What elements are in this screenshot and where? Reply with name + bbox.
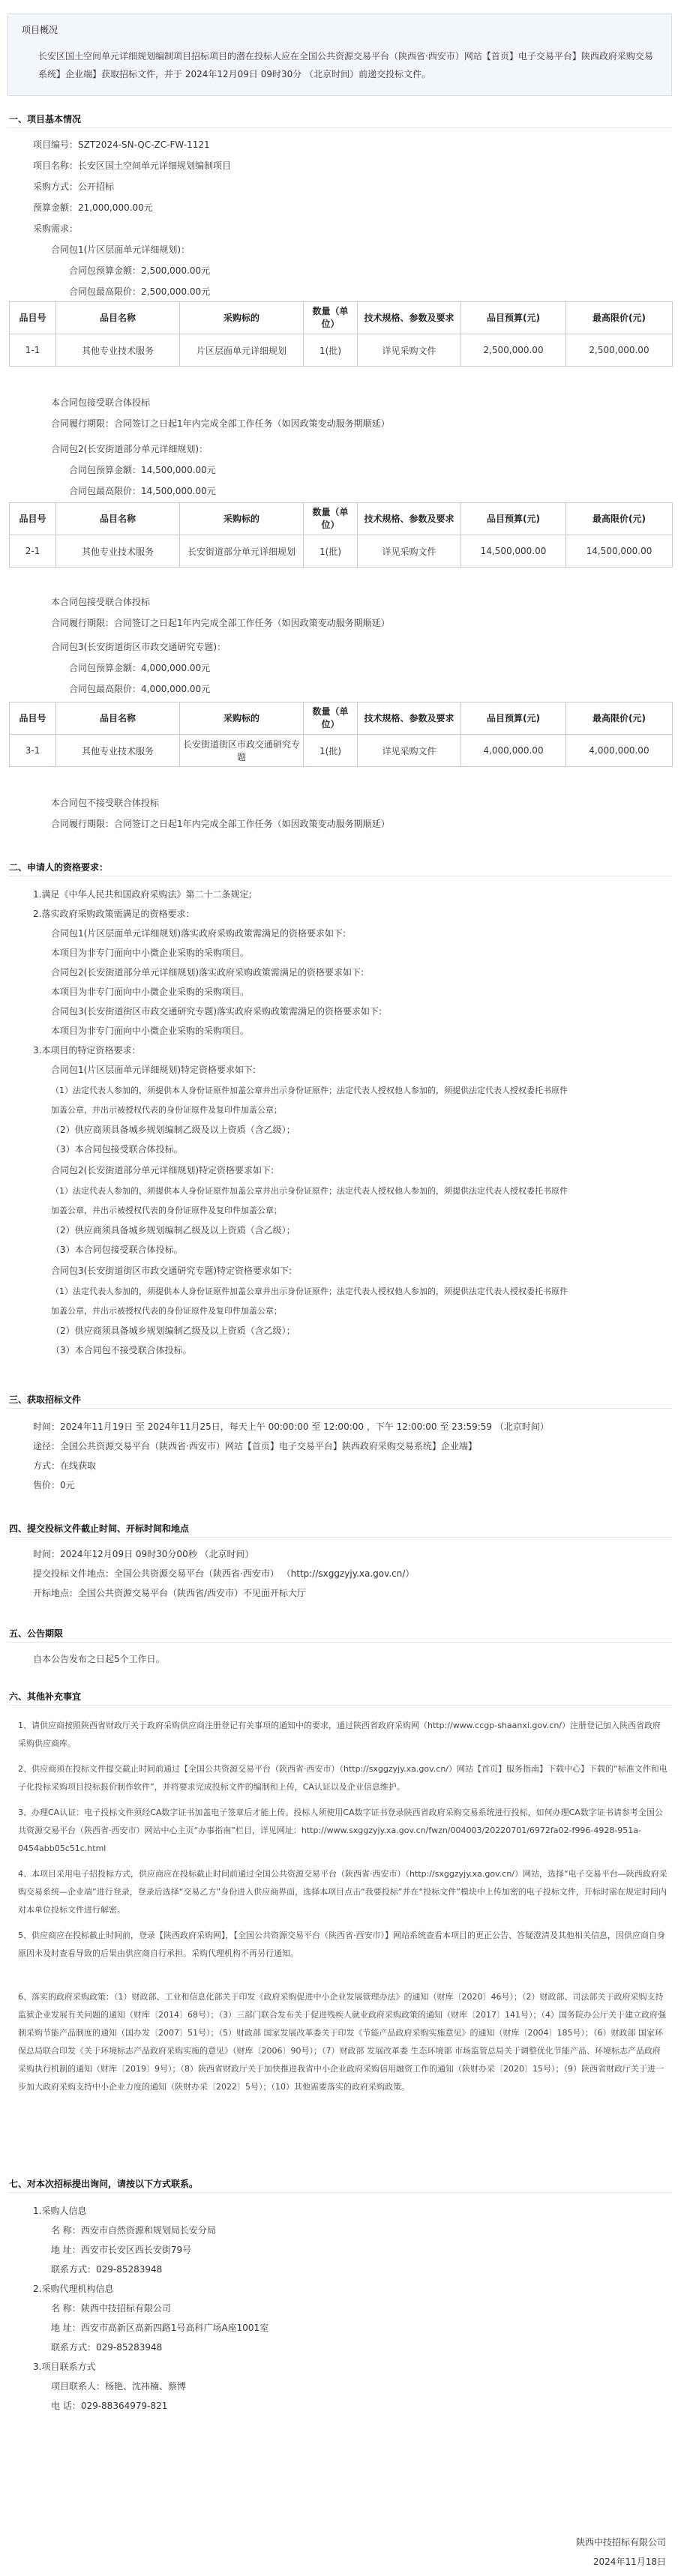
qual-line: （1）法定代表人参加的，须提供本人身份证原件加盖公章并出示身份证原件；法定代表人授权他人参加的，须提供法定代表人授权委托书原件 xyxy=(51,1086,568,1095)
qual-line: （2）供应商须具备城乡规划编制乙级及以上资质（含乙级）； xyxy=(51,1125,296,1135)
supplementary-paragraph: 1、请供应商按照陕西省财政厅关于政府采购供应商注册登记有关事项的通知中的要求，通过陕西省政府采购网（http://www.ccgp-shaanxi.gov.cn/）注册登记加入陕西省政府采购供应商库。 xyxy=(18,1721,662,1748)
project-number: 项目编号：SZT2024-SN-QC-ZC-FW-1121 xyxy=(33,139,210,150)
qual-line: 加盖公章，并出示被授权代表的身份证原件及复印件加盖公章； xyxy=(51,1105,282,1115)
table-header-row xyxy=(10,503,673,535)
procurement-requirements-label: 采购需求： xyxy=(33,223,79,234)
header-max-price: 最高限价(元) xyxy=(566,702,673,735)
package-1-period: 合同履行期限：合同签订之日起1年内完成全部工作任务（如因政策变动服务期顺延） xyxy=(51,418,390,429)
cell-subject: 长安街道部分单元详细规划 xyxy=(180,535,304,568)
package-2-limit: 合同包最高限价：14,500,000.00元 xyxy=(69,486,216,496)
cell-item-no: 2-1 xyxy=(10,535,56,568)
project-contact-phone: 电 话：029-88364979-821 xyxy=(51,2401,168,2411)
obtain-method: 方式：在线获取 xyxy=(33,1460,97,1471)
divider xyxy=(8,1705,672,1706)
package-1-limit: 合同包最高限价：2,500,000.00元 xyxy=(69,286,211,297)
package-1-consortium: 本合同包接受联合体投标 xyxy=(51,397,151,408)
supplementary-paragraph: 5、供应商应在投标截止时间前，登录【陕西政府采购网】，【全国公共资源交易平台（陕西省·西安市）】网站系统查看本项目的更正公告、答疑澄清及其他相关信息，因供应商自身原因未及时查看导致的后果由供应商自行承担。采购代理机构不再另行通知。 xyxy=(18,1931,665,1958)
qual-line: 合同包3(长安街道街区市政交通研究专题)落实政府采购政策需满足的资格要求如下: xyxy=(51,1006,382,1017)
cell-subject: 长安街道街区市政交通研究专题 xyxy=(180,735,304,767)
divider xyxy=(8,1408,672,1409)
qual-line: 2.落实政府采购政策需满足的资格要求： xyxy=(33,909,195,919)
divider xyxy=(8,2192,672,2193)
header-item-budget: 品目预算(元) xyxy=(461,302,566,334)
project-contact-title: 3.项目联系方式 xyxy=(33,2362,96,2372)
package-3-budget: 合同包预算金额：4,000,000.00元 xyxy=(69,663,211,673)
header-item-no: 品目号 xyxy=(10,503,56,535)
header-max-price: 最高限价(元) xyxy=(566,302,673,334)
budget-amount: 预算金额：21,000,000.00元 xyxy=(33,202,153,213)
divider xyxy=(8,1537,672,1538)
header-item-budget: 品目预算(元) xyxy=(461,503,566,535)
package-3-title: 合同包3(长安街道街区市政交通研究专题)： xyxy=(51,642,226,652)
qual-line: 1.满足《中华人民共和国政府采购法》第二十二条规定; xyxy=(33,889,252,900)
obtain-time: 时间：2024年11月19日 至 2024年11月25日，每天上午 00:00:00 至 12:00:00 ，下午 12:00:00 至 23:59:59 （北京时间） xyxy=(33,1421,549,1432)
cell-item-no: 3-1 xyxy=(10,735,56,767)
header-quantity: 数量（单位） xyxy=(304,702,358,735)
qual-line: （1）法定代表人参加的，须提供本人身份证原件加盖公章并出示身份证原件；法定代表人授权他人参加的，须提供法定代表人授权委托书原件 xyxy=(51,1186,568,1196)
qual-line: （3）本合同包接受联合体投标。 xyxy=(51,1245,183,1255)
qual-line: 本项目为非专门面向中小微企业采购的采购项目。 xyxy=(51,1026,250,1036)
table-row xyxy=(10,735,673,767)
project-overview-box xyxy=(8,13,672,96)
divider xyxy=(8,127,672,128)
overview-text: 长安区国土空间单元详细规划编制项目招标项目的潜在投标人应在全国公共资源交易平台（陕西省·西安市）网站【首页】电子交易平台】陕西政府采购交易系统】企业端】获取招标文件，并于 2024年12月09日 09时30分 （北京时间）前递交投标文件。 xyxy=(38,51,653,79)
header-specs: 技术规格、参数及要求 xyxy=(358,302,461,334)
header-specs: 技术规格、参数及要求 xyxy=(358,702,461,735)
header-quantity: 数量（单位） xyxy=(304,503,358,535)
package-2-budget: 合同包预算金额：14,500,000.00元 xyxy=(69,465,216,475)
section-basic-info-title: 一、项目基本情况 xyxy=(9,114,82,124)
qual-line: （3）本合同包不接受联合体投标。 xyxy=(51,1345,192,1355)
cell-item-name: 其他专业技术服务 xyxy=(56,735,180,767)
package-1-table xyxy=(9,301,673,367)
section-obtain-docs-title: 三、获取招标文件 xyxy=(9,1394,82,1405)
supplementary-paragraph: 3、办理CA认证：电子投标文件须经CA数字证书加盖电子签章后才能上传。投标人须使用CA数字证书登录陕西省政府采购交易系统进行投标，如何办理CA数字证书请参考全国公共资源交易平台（陕西省·西安市）网站中心主页“办事指南”栏目，详见网址：http://www.sxggzyjy.xa.gov.cn/fwzn/004003/20220701/6972fa02-f996-4928-951a-0454abb05c51c.html xyxy=(18,1808,663,1853)
agency-info-title: 2.采购代理机构信息 xyxy=(33,2284,114,2294)
cell-quantity: 1(批) xyxy=(304,535,358,568)
header-item-no: 品目号 xyxy=(10,302,56,334)
header-specs: 技术规格、参数及要求 xyxy=(358,503,461,535)
agency-name: 名 称：陕西中技招标有限公司 xyxy=(51,2303,171,2314)
cell-quantity: 1(批) xyxy=(304,735,358,767)
header-quantity: 数量（单位） xyxy=(304,302,358,334)
overview-title: 项目概况 xyxy=(22,25,58,35)
section-supplementary-title: 六、其他补充事宜 xyxy=(9,1691,82,1702)
table-row xyxy=(10,334,673,367)
purchaser-info-title: 1.采购人信息 xyxy=(33,2206,87,2216)
cell-max-price: 14,500,000.00 xyxy=(566,535,673,568)
package-2-table xyxy=(9,502,673,568)
qual-line: （2）供应商须具备城乡规划编制乙级及以上资质（含乙级）； xyxy=(51,1325,296,1336)
cell-item-budget: 14,500,000.00 xyxy=(461,535,566,568)
opening-location: 开标地点：全国公共资源交易平台（陕西省/西安市）不见面开标大厅 xyxy=(33,1588,307,1598)
package-2-period: 合同履行期限：合同签订之日起1年内完成全部工作任务（如因政策变动服务期顺延） xyxy=(51,618,390,628)
cell-item-no: 1-1 xyxy=(10,334,56,367)
cell-max-price: 2,500,000.00 xyxy=(566,334,673,367)
section-deadline-title: 四、提交投标文件截止时间、开标时间和地点 xyxy=(9,1523,190,1534)
qual-line: 合同包1(片区层面单元详细规划)落实政府采购政策需满足的资格要求如下: xyxy=(51,928,346,939)
purchaser-name: 名 称：西安市自然资源和规划局长安分局 xyxy=(51,2225,216,2236)
package-3-consortium: 本合同包不接受联合体投标 xyxy=(51,798,160,808)
submission-location: 提交投标文件地点：全国公共资源交易平台（陕西省·西安市） （http://sxggzyjy.xa.gov.cn/） xyxy=(33,1568,415,1579)
header-item-name: 品目名称 xyxy=(56,702,180,735)
section-contact-title: 七、对本次招标提出询问，请按以下方式联系。 xyxy=(9,2179,199,2189)
purchaser-address: 地 址：西安市长安区西长安街79号 xyxy=(51,2245,192,2255)
header-item-name: 品目名称 xyxy=(56,503,180,535)
header-max-price: 最高限价(元) xyxy=(566,503,673,535)
qual-line: 合同包2(长安街道部分单元详细规划)落实政府采购政策需满足的资格要求如下: xyxy=(51,967,364,978)
supplementary-paragraph: 6、落实的政府采购政策：（1）财政部、工业和信息化部关于印发《政府采购促进中小企业发展管理办法》的通知（财库〔2020〕46号）；（2）财政部、司法部关于政府采购支持监狱企业发展有关问题的通知（财库〔2014〕68号）；（3）三部门联合发布关于促进残疾人就业政府采购政策的通知（财库〔2017〕141号）；（4）国务院办公厅关于建立政府强制采购节能产品制度的通知（国办发〔2007〕51号）；（5）财政部 国家发展改革委关于印发《节能产品政府采购实施意见》的通知（财库〔2004〕185号）；（6）财政部 国家环保总局联合印发《关于环境标志产品政府采购实施的意见》（财库〔2006〕90号）；（7）财政部 发展改革委 生态环境部 市场监管总局关于调整优化节能产品、环境标志产品政府采购执行机制的通知（财库〔2019〕9号）；（8）陕西省财政厅关于加快推进我省中小企业政府采购信用融资工作的通知（陕财办采〔2020〕15号）；（9）陕西省财政厅关于进一步加大政府采购支持中小企业力度的通知（陕财办采〔2022〕5号）；（10）其他需要落实的政府采购政策。 xyxy=(18,1992,666,2092)
procurement-method: 采购方式：公开招标 xyxy=(33,181,115,192)
cell-quantity: 1(批) xyxy=(304,334,358,367)
qual-line: 3.本项目的特定资格要求： xyxy=(33,1045,141,1056)
section-notice-period-title: 五、公告期限 xyxy=(9,1628,64,1639)
supplementary-paragraph: 4、本项目采用电子招投标方式，供应商应在投标截止时间前通过全国公共资源交易平台（陕西省·西安市）（http://sxggzyjy.xa.gov.cn/）网站，选择“电子交易平台—陕西政府采购交易系统—企业端”进行登录，登录后选择“交易乙方”身份进入供应商界面，选择本项目点击“我要投标”并在“投标文件”模块中上传加密的电子投标文件，开标时需在规定时间内对本单位投标文件进行解密。 xyxy=(18,1869,668,1915)
signature-date: 2024年11月18日 xyxy=(592,2557,666,2567)
signature-org: 陕西中技招标有限公司 xyxy=(575,2537,666,2548)
agency-phone: 联系方式：029-85283948 xyxy=(51,2342,163,2353)
section-qualification-title: 二、申请人的资格要求： xyxy=(9,862,109,873)
qual-line: 合同包3(长安街道街区市政交通研究专题)特定资格要求如下: xyxy=(51,1266,292,1276)
deadline-time: 时间：2024年12月09日 09时30分00秒 （北京时间） xyxy=(33,1549,254,1559)
obtain-price: 售价：0元 xyxy=(33,1480,75,1490)
cell-specs: 详见采购文件 xyxy=(358,735,461,767)
table-header-row xyxy=(10,702,673,735)
header-subject: 采购标的 xyxy=(180,302,304,334)
cell-specs: 详见采购文件 xyxy=(358,535,461,568)
qual-line: 加盖公章，并出示被授权代表的身份证原件及复印件加盖公章； xyxy=(51,1306,282,1316)
qual-line: 加盖公章，并出示被授权代表的身份证原件及复印件加盖公章； xyxy=(51,1206,282,1215)
header-item-budget: 品目预算(元) xyxy=(461,702,566,735)
cell-specs: 详见采购文件 xyxy=(358,334,461,367)
package-2-consortium: 本合同包接受联合体投标 xyxy=(51,597,151,607)
qual-line: 合同包1(片区层面单元详细规划)特定资格要求如下: xyxy=(51,1065,256,1075)
package-1-budget: 合同包预算金额：2,500,000.00元 xyxy=(69,265,211,276)
header-item-no: 品目号 xyxy=(10,702,56,735)
notice-period: 自本公告发布之日起5个工作日。 xyxy=(33,1654,165,1664)
qual-line: 本项目为非专门面向中小微企业采购的采购项目。 xyxy=(51,987,250,997)
header-subject: 采购标的 xyxy=(180,702,304,735)
project-name: 项目名称：长安区国土空间单元详细规划编制项目 xyxy=(33,160,232,171)
obtain-channel: 途径：全国公共资源交易平台（陕西省·西安市）网站【首页】电子交易平台】陕西政府采购交易系统】企业端】 xyxy=(33,1441,477,1451)
package-2-title: 合同包2(长安街道部分单元详细规划)： xyxy=(51,444,208,454)
divider xyxy=(8,1642,672,1643)
package-3-table xyxy=(9,702,673,767)
qual-line: （2）供应商须具备城乡规划编制乙级及以上资质（含乙级）； xyxy=(51,1225,296,1236)
agency-address: 地 址：西安市高新区高新四路1号高科广场A座1001室 xyxy=(51,2323,269,2333)
cell-subject: 片区层面单元详细规划 xyxy=(180,334,304,367)
cell-item-name: 其他专业技术服务 xyxy=(56,334,180,367)
cell-item-budget: 2,500,000.00 xyxy=(461,334,566,367)
qual-line: （1）法定代表人参加的，须提供本人身份证原件加盖公章并出示身份证原件；法定代表人授权他人参加的，须提供法定代表人授权委托书原件 xyxy=(51,1287,568,1296)
purchaser-phone: 联系方式：029-85283948 xyxy=(51,2264,163,2275)
package-3-period: 合同履行期限：合同签订之日起1年内完成全部工作任务（如因政策变动服务期顺延） xyxy=(51,819,390,829)
cell-item-name: 其他专业技术服务 xyxy=(56,535,180,568)
header-subject: 采购标的 xyxy=(180,503,304,535)
qual-line: （3）本合同包接受联合体投标。 xyxy=(51,1144,183,1155)
package-3-limit: 合同包最高限价：4,000,000.00元 xyxy=(69,684,211,694)
project-contact-person: 项目联系人：杨艳、沈祎楠、蔡博 xyxy=(51,2381,187,2392)
header-item-name: 品目名称 xyxy=(56,302,180,334)
qual-line: 本项目为非专门面向中小微企业采购的采购项目。 xyxy=(51,948,250,958)
qual-line: 合同包2(长安街道部分单元详细规划)特定资格要求如下: xyxy=(51,1165,274,1176)
cell-max-price: 4,000,000.00 xyxy=(566,735,673,767)
supplementary-paragraph: 2、供应商须在投标文件提交截止时间前通过【全国公共资源交易平台（陕西省·西安市）（http://sxggzyjy.xa.gov.cn/）网站【首页】服务指南】下载中心】下载的“标准文件和电子化投标采购项目投标报价制作软件”，并将要求完成投标文件的编制和上传，CA认证以及企业信息维护。 xyxy=(18,1764,668,1792)
table-header-row xyxy=(10,302,673,334)
package-1-title: 合同包1(片区层面单元详细规划)： xyxy=(51,244,190,255)
table-row xyxy=(10,535,673,568)
cell-item-budget: 4,000,000.00 xyxy=(461,735,566,767)
